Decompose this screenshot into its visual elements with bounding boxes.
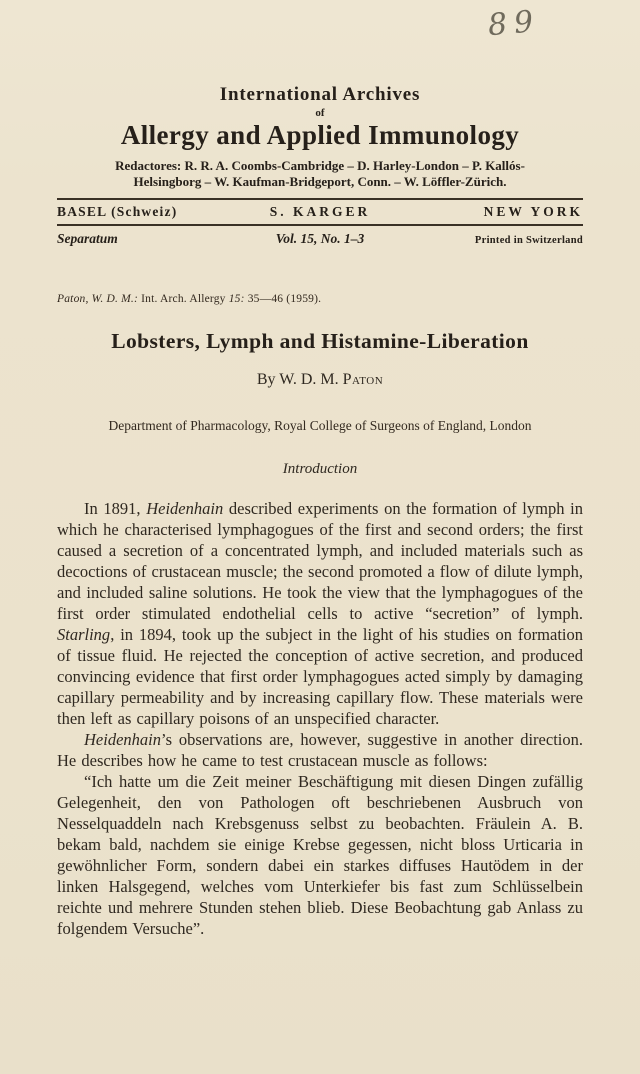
paragraph-1-run: described experiments on the formation of lymph in which he characterised lymphagogues of the first and second orders; the first caused a secretion of a concentrated lymph, and included materials such as decoctions of crustacean muscle; the second promoted a flow of dilute lymph, and included saline solutions. He took the view that the lymphagogues of the first order stimulated endothelial cells to active “secretion” of lymph. — [57, 499, 584, 623]
publisher-city-left: BASEL (Schweiz) — [57, 204, 178, 219]
publisher-city-right: NEW YORK — [483, 204, 583, 219]
publisher-name: S. KARGER — [269, 204, 371, 219]
publisher-row — [57, 200, 583, 224]
separatum-label: Separatum — [57, 231, 118, 246]
paragraph-1-name-heidenhain: Heidenhain — [146, 499, 224, 518]
masthead-table — [57, 198, 583, 253]
citation-volume: 15: — [228, 293, 245, 305]
issue-row — [57, 226, 583, 253]
paragraph-1-run: , in 1894, took up the subject in the light of his studies on formation of tissue fluid. He rejected the conception of active secretion, and produced convincing evidence that first order lymphagogues acted simply by damaging capillary permeability and by increasing capillary flow. These materials were then left as capillary poisons of an unspecified character. — [57, 625, 583, 728]
paragraph-3-german-quote: “Ich hatte um die Zeit meiner Beschäftigung mit diesen Dingen zufällig Gelegenheit, den von Pathologen oft beschriebenen Ausbruch von Nesselquaddeln nach Krebsgenuss selbst zu beobachten. Fräulein A. B. bekam bald, nachdem sie einige Krebse gegessen, nicht bloss Urticaria in gewöhnlicher Form, sondern dabei ein starkes diffuses Hautödem in der linken Halsgegend, welches vom Unterkiefer bis fast zum Schlüsselbein reichte und mehrere Stunden stehen blieb. Diese Beobachtung gab Anlass zu folgendem Versuche”. — [57, 772, 583, 938]
volume-issue: Vol. 15, No. 1–3 — [275, 231, 365, 246]
byline-prefix: By W. D. M. — [256, 371, 343, 388]
paragraph-1 — [57, 498, 583, 729]
printed-in-note: Printed in Switzerland — [474, 235, 583, 246]
paragraph-1-run: In 1891, — [84, 499, 147, 518]
redactores-line-1: Redactores: R. R. A. Coombs-Cambridge – D. Harley-London – P. Kallós- — [115, 158, 525, 173]
series-connector: of — [315, 107, 325, 119]
citation-pages: 35—46 (1959). — [244, 293, 322, 305]
citation-line — [57, 293, 583, 305]
paragraph-2 — [57, 729, 583, 771]
journal-title: Allergy and Applied Immunology — [120, 120, 520, 150]
series-title: International Archives — [219, 84, 421, 105]
masthead — [0, 0, 640, 190]
article-title: Lobsters, Lymph and Histamine-Liberation — [111, 329, 529, 353]
affiliation: Department of Pharmacology, Royal College of Surgeons of England, London — [108, 418, 532, 433]
citation-journal: Int. Arch. Allergy — [138, 293, 229, 305]
redactores-block — [0, 158, 640, 190]
article-body — [57, 498, 583, 939]
author-name: Paton — [342, 371, 384, 388]
paragraph-1-name-starling: Starling — [57, 625, 111, 644]
citation-authors: Paton, W. D. M.: — [57, 293, 139, 305]
paragraph-2-name-heidenhain: Heidenhain — [84, 730, 161, 749]
handwritten-page-number: 89 — [486, 3, 542, 44]
paragraph-2-run: ’s observations are, however, suggestive in another direction. He describes how he came to test crustacean muscle as follows: — [57, 730, 583, 770]
redactores-line-2: Helsingborg – W. Kaufman-Bridgeport, Conn. – W. Löffler-Zürich. — [133, 174, 507, 189]
byline — [0, 371, 640, 389]
section-heading-introduction: Introduction — [282, 461, 358, 477]
